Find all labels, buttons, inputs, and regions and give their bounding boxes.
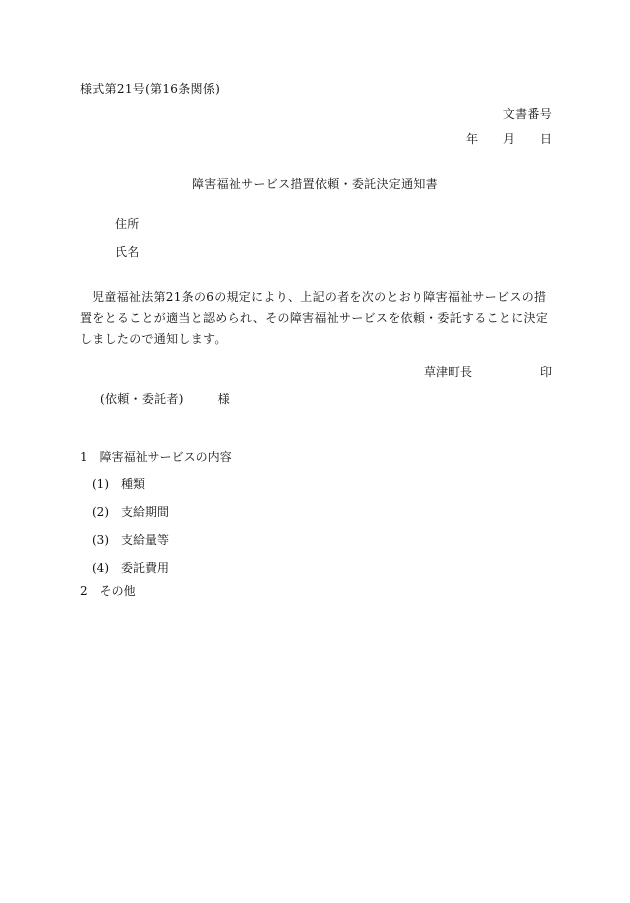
section-1-item-4 bbox=[92, 562, 169, 574]
item-number: (4) bbox=[92, 561, 109, 575]
section-number: 1 bbox=[80, 450, 88, 464]
item-label: 委託費用 bbox=[121, 561, 170, 575]
issuer-row bbox=[424, 366, 552, 378]
document-title: 障害福祉サービス措置依頼・委託決定通知書 bbox=[191, 177, 438, 191]
date-month: 月 bbox=[502, 132, 515, 146]
section-1-item-1 bbox=[92, 478, 145, 490]
section-title: その他 bbox=[99, 584, 136, 598]
address-label: 住所 bbox=[115, 217, 140, 231]
date-row bbox=[466, 133, 552, 145]
issuer-title: 草津町長 bbox=[424, 365, 473, 379]
item-label: 支給量等 bbox=[121, 533, 170, 547]
section-2 bbox=[80, 585, 136, 597]
addressee-row bbox=[100, 393, 230, 405]
item-number: (1) bbox=[92, 477, 109, 491]
form-number: 様式第21号(第16条関係) bbox=[80, 82, 221, 96]
section-number: 2 bbox=[80, 584, 88, 598]
item-number: (2) bbox=[92, 505, 109, 519]
document-number-label: 文書番号 bbox=[502, 107, 552, 121]
section-title: 障害福祉サービスの内容 bbox=[99, 450, 232, 464]
item-label: 種類 bbox=[121, 477, 146, 491]
addressee-honorific: 様 bbox=[217, 392, 231, 406]
date-day: 日 bbox=[539, 132, 552, 146]
seal-mark: 印 bbox=[539, 365, 552, 379]
addressee-role: (依頼・委託者) bbox=[100, 392, 184, 406]
item-number: (3) bbox=[92, 533, 109, 547]
section-1 bbox=[80, 451, 232, 463]
name-label: 氏名 bbox=[115, 245, 140, 259]
section-1-item-2 bbox=[92, 506, 169, 518]
section-1-item-3 bbox=[92, 534, 169, 546]
body-text: 児童福祉法第21条の6の規定により、上記の者を次のとおり障害福祉サービスの措置をとることが適当と認められ、その障害福祉サービスを依頼・委託することに決定しましたので通知します。 bbox=[80, 290, 549, 346]
item-label: 支給期間 bbox=[121, 505, 170, 519]
date-year: 年 bbox=[466, 132, 479, 146]
